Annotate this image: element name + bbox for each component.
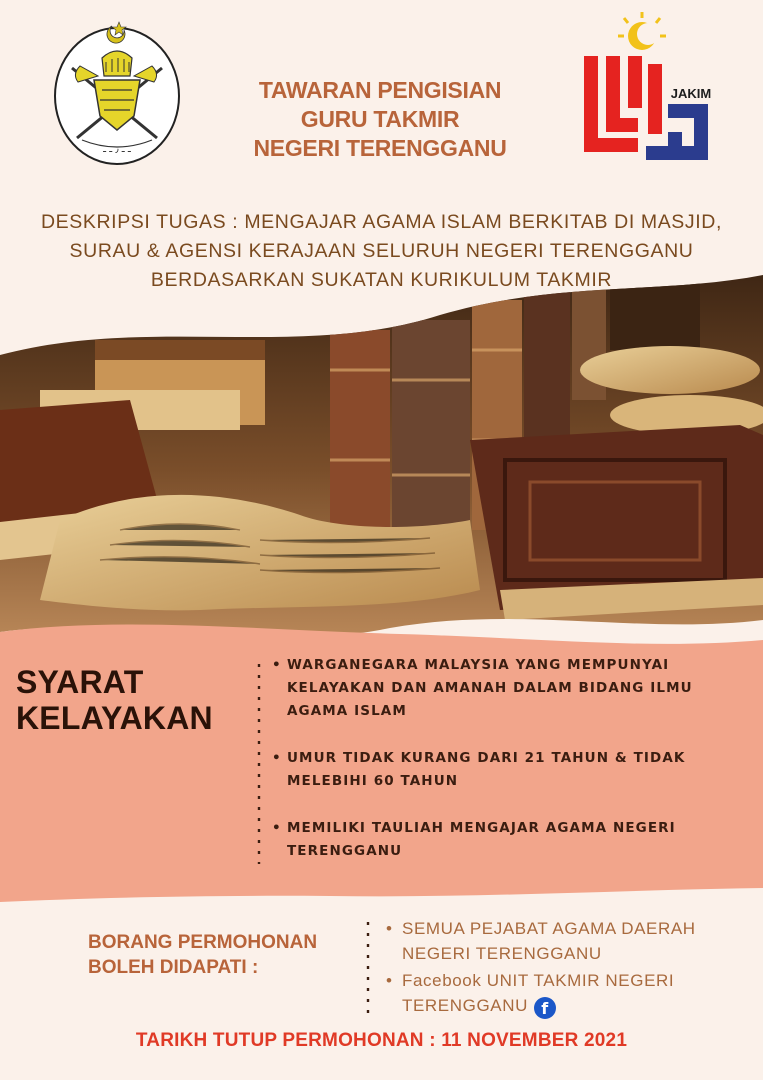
borang-heading	[88, 930, 317, 980]
requirement-item: • UMUR TIDAK KURANG DARI 21 TAHUN & TIDAK MELEBIHI 60 TAHUN	[272, 747, 742, 793]
facebook-icon[interactable]: f	[534, 997, 556, 1019]
poster-title	[200, 76, 560, 163]
syarat-heading	[16, 664, 213, 736]
source-item	[386, 916, 746, 966]
borang-heading-line-1: BORANG PERMOHONAN	[88, 932, 318, 953]
title-line-2: GURU TAKMIR	[300, 106, 460, 132]
source-text: SEMUA PEJABAT AGAMA DAERAH NEGERI TERENGGANU	[402, 919, 696, 963]
requirements-divider	[256, 664, 262, 864]
form-sources-list	[386, 916, 746, 1021]
source-text: Facebook UNIT TAKMIR NEGERI TERENGGANU	[402, 971, 675, 1015]
svg-text:ـ ـ ٫ ـ ـ: ـ ـ ٫ ـ ـ	[103, 144, 131, 155]
requirement-item: • WARGANEGARA MALAYSIA YANG MEMPUNYAI KELAYAKAN DAN AMANAH DALAM BIDANG ILMU AGAMA ISLAM	[272, 654, 742, 723]
syarat-heading-line-2: KELAYAKAN	[16, 700, 213, 736]
sources-divider	[365, 922, 371, 1016]
description-line-3: BERDASARKAN SUKATAN KURIKULUM TAKMIR	[150, 269, 613, 291]
jakim-logo	[576, 8, 716, 173]
title-line-1: TAWARAN PENGISIAN	[258, 77, 502, 103]
terengganu-crest-logo	[52, 18, 182, 166]
requirement-item: • MEMILIKI TAULIAH MENGAJAR AGAMA NEGERI TERENGGANU	[272, 817, 742, 863]
borang-heading-line-2: BOLEH DIDAPATI :	[88, 957, 259, 978]
description-line-2: SURAU & AGENSI KERAJAAN SELURUH NEGERI TERENGGANU	[69, 240, 694, 262]
old-books-image	[0, 260, 763, 680]
description-line-1: DESKRIPSI TUGAS : MENGAJAR AGAMA ISLAM BERKITAB DI MASJID,	[41, 211, 722, 233]
title-line-3: NEGERI TERENGGANU	[253, 135, 507, 161]
requirements-list	[272, 654, 742, 887]
syarat-heading-line-1: SYARAT	[16, 664, 144, 700]
jakim-logo-text: JAKIM	[670, 86, 712, 101]
closing-date: TARIKH TUTUP PERMOHONAN : 11 NOVEMBER 2021	[135, 1030, 628, 1051]
source-item	[386, 968, 746, 1019]
